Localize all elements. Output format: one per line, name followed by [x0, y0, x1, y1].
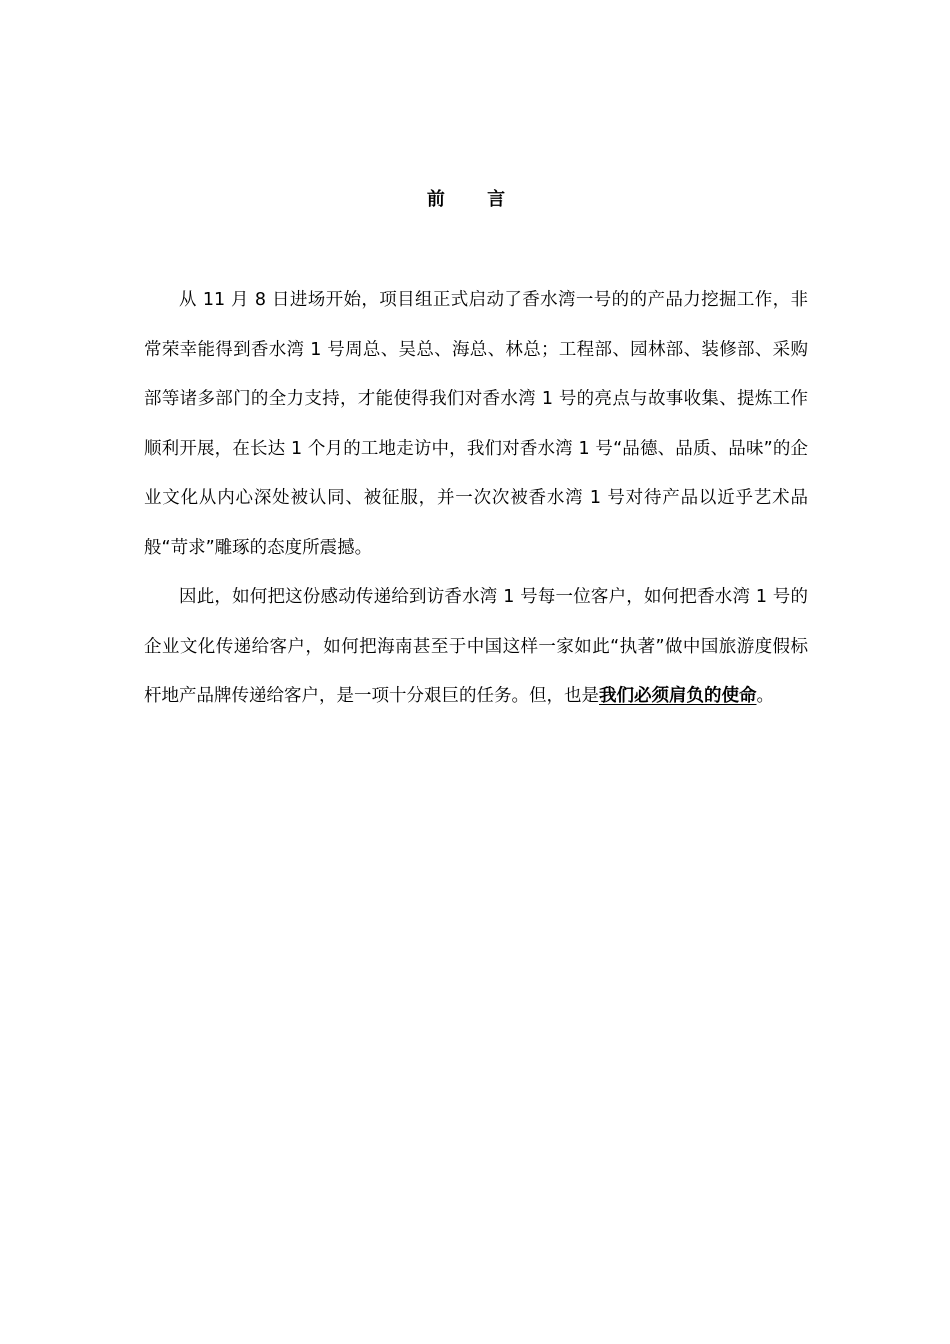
- paragraph-2: [144, 573, 808, 722]
- paragraph-1: 从 11 月 8 日进场开始，项目组正式启动了香水湾一号的的产品力挖掘工作，非常荣幸能得到香水湾 1 号周总、吴总、海总、林总；工程部、园林部、装修部、采购部等诸多部门的全力支持，才能使得我们对香水湾 1 号的亮点与故事收集、提炼工作顺利开展，在长达 1 个月的工地走访中，我们对香水湾 1 号“品德、品质、品味”的企业文化从内心深处被认同、被征服，并一次次被香水湾 1 号对待产品以近乎艺术品般“苛求”雕琢的态度所震撼。: [144, 290, 808, 558]
- page-title: 前 言: [426, 189, 524, 210]
- paragraph-2-end: 。: [756, 686, 774, 706]
- document-body: [144, 276, 808, 722]
- paragraph-2-text: 因此，如何把这份感动传递给到访香水湾 1 号每一位客户，如何把香水湾 1 号的企业文化传递给客户，如何把海南甚至于中国这样一家如此“执著”做中国旅游度假标杆地产品牌传递给客户，是一项十分艰巨的任务。但，也是: [144, 587, 808, 706]
- emphasized-mission-text: 我们必须肩负的使命: [599, 686, 757, 706]
